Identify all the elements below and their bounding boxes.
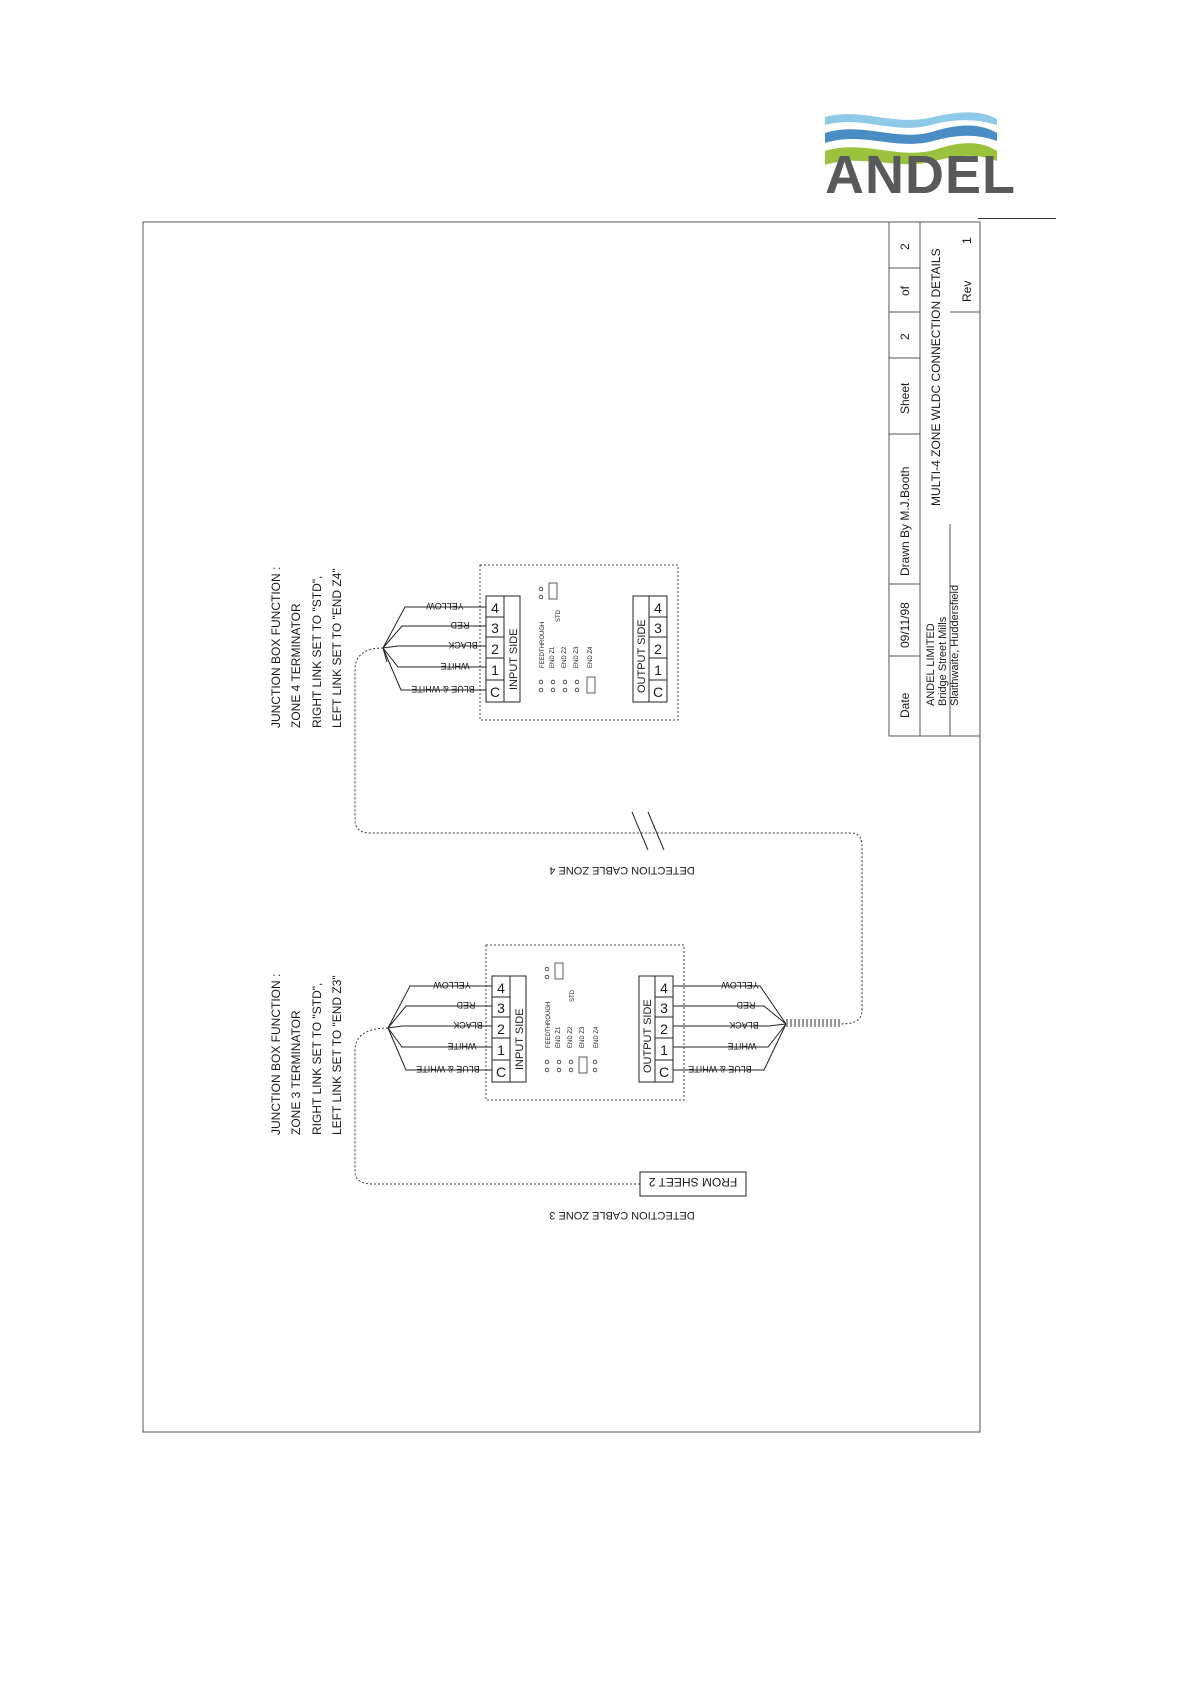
z4-in-terminal-4: 4 <box>491 600 499 616</box>
z3-link-endz4: END Z4 <box>594 1026 600 1048</box>
z3-out-wire-yellow: YELLOW <box>721 980 759 990</box>
z4-wire-blue-white: BLUE & WHITE <box>411 684 475 694</box>
z3-input-side: INPUT SIDE <box>514 1008 526 1070</box>
drawn-by: Drawn By M.J.Booth <box>898 466 912 576</box>
date-value: 09/11/98 <box>898 602 912 648</box>
rev-value: 1 <box>960 237 974 244</box>
z3-in-terminal-3: 3 <box>497 1000 505 1016</box>
title-block <box>889 222 980 736</box>
z3-in-terminal-4: 4 <box>497 980 505 996</box>
z4-wire-red: RED <box>450 620 470 630</box>
z3-out-terminal-3: 3 <box>660 1000 668 1016</box>
z3-in-terminal-c: C <box>495 1064 507 1080</box>
z3-in-terminal-2: 2 <box>497 1021 505 1037</box>
z4-out-terminal-1: 1 <box>654 662 662 678</box>
z4-wire-black: BLACK <box>448 640 478 650</box>
z3-in-wire-red: RED <box>456 1000 476 1010</box>
zone4-function-text <box>269 567 344 728</box>
z3-in-wire-blue-white: BLUE & WHITE <box>416 1064 480 1074</box>
sheet-border <box>143 222 980 1432</box>
svg-text:ZONE 3 TERMINATOR: ZONE 3 TERMINATOR <box>289 1010 303 1135</box>
z4-input-side: INPUT SIDE <box>508 628 520 690</box>
date-label: Date <box>898 692 912 718</box>
from-sheet-label: FROM SHEET 2 <box>648 1175 738 1189</box>
svg-text:RIGHT LINK SET TO "STD",: RIGHT LINK SET TO "STD", <box>310 575 324 728</box>
z4-out-terminal-3: 3 <box>654 620 662 636</box>
sheet-value: 2 <box>898 333 912 340</box>
z4-link-endz4: END Z4 <box>588 646 594 668</box>
zone3-cable-label: DETECTION CABLE ZONE 3 <box>549 1209 695 1221</box>
z3-out-wire-white: WHITE <box>727 1041 757 1051</box>
of-value: 2 <box>898 243 912 250</box>
z4-link-endz1: END Z1 <box>550 646 556 668</box>
z3-out-terminal-2: 2 <box>660 1021 668 1037</box>
z3-link-feedthrough: FEEDTHROUGH <box>546 1001 552 1048</box>
z3-output-side: OUTPUT SIDE <box>642 999 654 1073</box>
svg-text:JUNCTION BOX FUNCTION :: JUNCTION BOX FUNCTION : <box>269 566 283 728</box>
z3-out-terminal-1: 1 <box>660 1042 668 1058</box>
z4-in-terminal-1: 1 <box>491 662 499 678</box>
z3-out-wire-red: RED <box>736 1000 756 1010</box>
svg-text:LEFT LINK SET TO "END Z4": LEFT LINK SET TO "END Z4" <box>330 568 344 728</box>
z3-link-endz3: END Z3 <box>580 1026 586 1048</box>
z4-link-endz3: END Z3 <box>574 646 580 668</box>
z3-out-wire-blue-white: BLUE & WHITE <box>688 1064 752 1074</box>
z4-link-endz2: END Z2 <box>562 646 568 668</box>
z4-std: STD <box>556 610 562 622</box>
z3-in-wire-yellow: YELLOW <box>433 980 471 990</box>
of-label: of <box>898 285 912 296</box>
z4-out-terminal-c: C <box>652 684 664 700</box>
sheet-label: Sheet <box>898 382 912 414</box>
z4-out-terminal-4: 4 <box>654 600 662 616</box>
zone4-junction-box <box>480 565 678 720</box>
svg-text:ZONE 4 TERMINATOR: ZONE 4 TERMINATOR <box>289 603 303 728</box>
company-line-1: ANDEL LIMITED <box>925 623 937 706</box>
z4-link-feedthrough: FEEDTHROUGH <box>540 621 546 668</box>
andel-logo-text: ANDEL <box>825 145 1016 205</box>
z4-in-terminal-2: 2 <box>491 641 499 657</box>
z3-out-terminal-4: 4 <box>660 980 668 996</box>
z3-in-terminal-1: 1 <box>497 1042 505 1058</box>
drawing-title: MULTI-4 ZONE WLDC CONNECTION DETAILS <box>929 248 943 506</box>
svg-text:JUNCTION BOX FUNCTION :: JUNCTION BOX FUNCTION : <box>269 973 283 1135</box>
z3-link-endz2: END Z2 <box>568 1026 574 1048</box>
z4-in-terminal-c: C <box>489 684 501 700</box>
z3-in-wire-white: WHITE <box>447 1041 477 1051</box>
z4-out-terminal-2: 2 <box>654 641 662 657</box>
zone3-output-bundle <box>786 1020 840 1026</box>
z3-in-wire-black: BLACK <box>453 1020 483 1030</box>
z4-in-terminal-3: 3 <box>491 620 499 636</box>
company-line-3: Slaithwaite, Huddersfield <box>949 584 961 706</box>
zone4-cable-label: DETECTION CABLE ZONE 4 <box>549 864 695 876</box>
rev-label: Rev <box>960 280 974 302</box>
z3-std: STD <box>570 990 576 1002</box>
company-line-2: Bridge Street Mills <box>937 616 949 706</box>
zone4-cable <box>355 648 862 1024</box>
cable-break-marks <box>632 812 664 850</box>
z4-output-side: OUTPUT SIDE <box>636 619 648 693</box>
svg-text:RIGHT LINK SET TO "STD",: RIGHT LINK SET TO "STD", <box>310 982 324 1135</box>
z3-out-wire-black: BLACK <box>729 1020 759 1030</box>
z4-wire-yellow: YELLOW <box>426 601 464 611</box>
z3-out-terminal-c: C <box>658 1064 670 1080</box>
z4-wire-white: WHITE <box>440 661 470 671</box>
zone3-function-text <box>269 974 344 1135</box>
svg-text:LEFT LINK SET TO "END Z3": LEFT LINK SET TO "END Z3" <box>330 975 344 1135</box>
z3-link-endz1: END Z1 <box>556 1026 562 1048</box>
zone3-junction-box <box>486 945 684 1100</box>
